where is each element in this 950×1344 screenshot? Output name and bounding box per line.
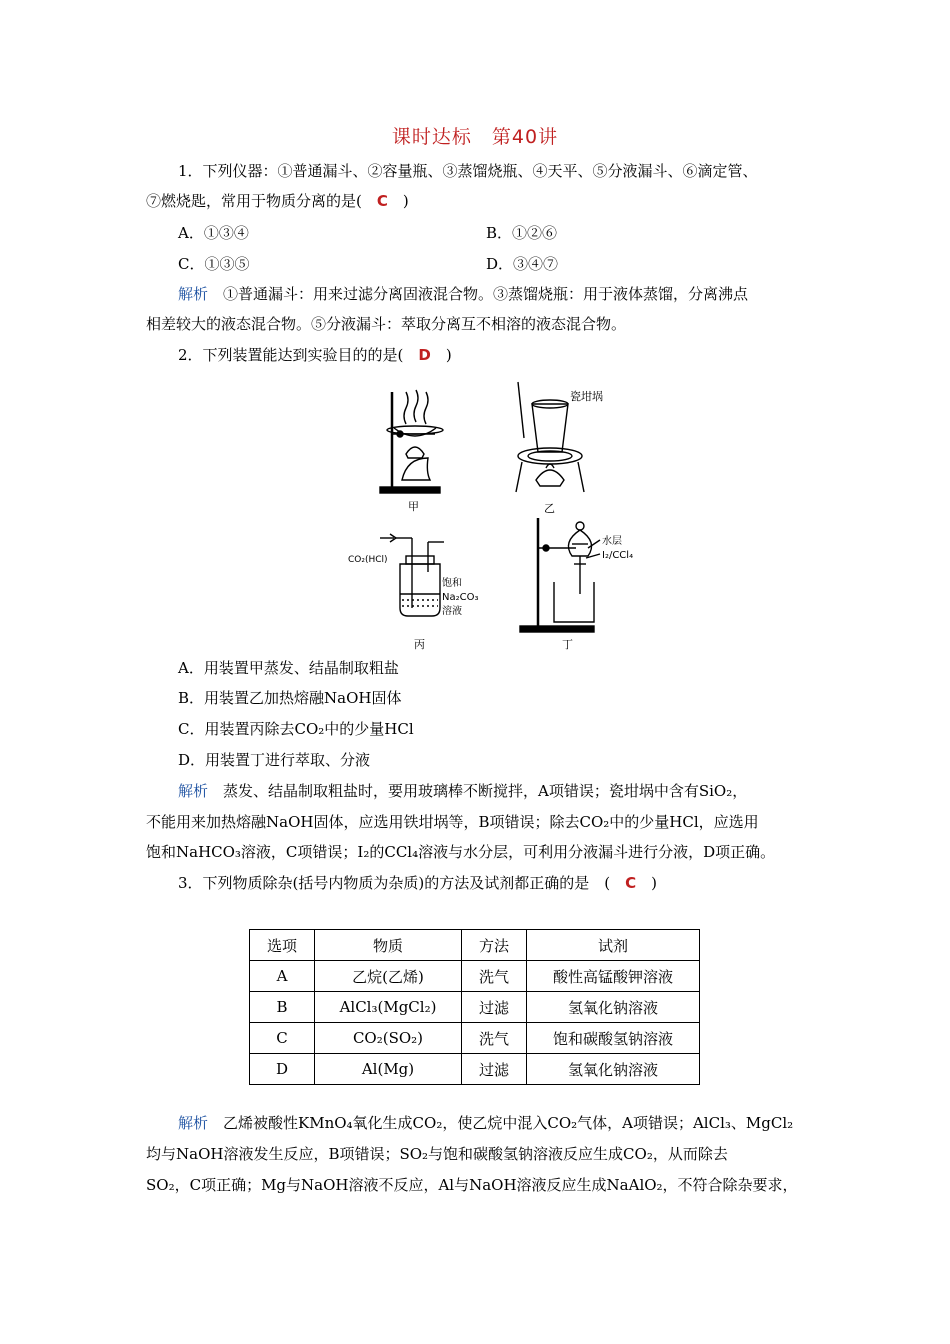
q1-option-c: C．①③⑤ [178, 255, 250, 273]
table-cell: C [250, 1023, 315, 1054]
table-cell: 酸性高锰酸钾溶液 [527, 961, 700, 992]
table-cell: B [250, 992, 315, 1023]
label-crucible: 瓷坩埚 [570, 390, 603, 403]
q1-analysis-line2: 相差较大的液态混合物。⑤分液漏斗：萃取分离互不相溶的液态混合物。 [146, 315, 627, 333]
q1-answer: C [376, 192, 388, 210]
q2-option-b: B．用装置乙加热熔融NaOH固体 [178, 689, 402, 707]
q2-option-d: D．用装置丁进行萃取、分液 [178, 751, 371, 769]
q1-stem-line2 [146, 190, 409, 212]
q3-analysis-line2: 均与NaOH溶液发生反应，B项错误；SO₂与饱和碳酸氢钠溶液反应生成CO₂，从而除去 [146, 1145, 728, 1163]
table-cell: 过滤 [462, 992, 527, 1023]
label-na2co3: Na₂CO₃ [442, 592, 479, 603]
table-cell: D [250, 1054, 315, 1085]
table-cell: 洗气 [462, 1023, 527, 1054]
q2-analysis-line1 [178, 780, 747, 802]
table-row [250, 1054, 700, 1085]
table-row [250, 961, 700, 992]
table-cell: CO₂(SO₂) [315, 1023, 462, 1054]
table-header: 物质 [315, 930, 462, 961]
table-cell: Al(Mg) [315, 1054, 462, 1085]
q2-analysis-line3: 饱和NaHCO₃溶液，C项错误；I₂的CCl₄溶液与水分层，可利用分液漏斗进行分液，D项正确。 [146, 843, 776, 861]
label-water-layer: 水层 [602, 536, 622, 547]
q2-analysis-line2: 不能用来加热熔融NaOH固体，应选用铁坩埚等，B项错误；除去CO₂中的少量HCl，应选用 [146, 813, 759, 831]
q2-analysis-text: 蒸发、结晶制取粗盐时，要用玻璃棒不断搅拌，A项错误；瓷坩埚中含有SiO₂， [208, 782, 748, 800]
label-yi: 乙 [544, 502, 555, 515]
analysis-label: 解析 [178, 782, 209, 800]
q2-stem-close: ) [430, 346, 452, 364]
apparatus-jia [380, 390, 443, 493]
table-header: 选项 [250, 930, 315, 961]
q2-option-a: A．用装置甲蒸发、结晶制取粗盐 [178, 659, 399, 677]
table-cell: 过滤 [462, 1054, 527, 1085]
apparatus-figure [340, 372, 640, 652]
q1-option-b: B．①②⑥ [486, 224, 558, 242]
label-ding: 丁 [562, 638, 573, 651]
q2-stem-text: 2．下列装置能达到实验目的的是( [178, 346, 419, 364]
table-cell: A [250, 961, 315, 992]
apparatus-ding [520, 518, 600, 632]
q1-analysis-line1 [178, 283, 748, 305]
label-i2-ccl4: I₂/CCl₄ [602, 550, 634, 561]
analysis-label: 解析 [178, 285, 209, 303]
q1-stem-text: ⑦燃烧匙，常用于物质分离的是( [146, 192, 377, 210]
q3-analysis-text: 乙烯被酸性KMnO₄氧化生成CO₂，使乙烷中混入CO₂气体，A项错误；AlCl₃、MgCl₂ [208, 1114, 794, 1132]
table-cell: 氢氧化钠溶液 [527, 992, 700, 1023]
q3-analysis-line1 [178, 1112, 793, 1134]
page-title: 课时达标 第40讲 [391, 126, 559, 148]
table-header: 试剂 [527, 930, 700, 961]
q1-stem-close: ) [387, 192, 409, 210]
apparatus-bing [380, 534, 444, 616]
q2-option-c: C．用装置丙除去CO₂中的少量HCl [178, 720, 414, 738]
q3-analysis-line3: SO₂，C项正确；Mg与NaOH溶液不反应，Al与NaOH溶液反应生成NaAlO₂，不符合除杂要求， [146, 1176, 798, 1194]
table-header-row [250, 930, 700, 961]
table-cell: 洗气 [462, 961, 527, 992]
q1-option-a: A．①③④ [178, 224, 249, 242]
table-cell: 氢氧化钠溶液 [527, 1054, 700, 1085]
q1-option-d: D．③④⑦ [486, 255, 559, 273]
q3-options-table [249, 929, 700, 1085]
q2-stem [178, 344, 452, 366]
analysis-label: 解析 [178, 1114, 209, 1132]
table-header: 方法 [462, 930, 527, 961]
table-row [250, 1023, 700, 1054]
q1-stem-line1: 1．下列仪器：①普通漏斗、②容量瓶、③蒸馏烧瓶、④天平、⑤分液漏斗、⑥滴定管、 [178, 162, 758, 180]
label-jia: 甲 [408, 500, 419, 513]
q1-analysis-text: ①普通漏斗：用来过滤分离固液混合物。③蒸馏烧瓶：用于液体蒸馏，分离沸点 [208, 285, 749, 303]
table-cell: AlCl₃(MgCl₂) [315, 992, 462, 1023]
label-bing: 丙 [414, 638, 425, 651]
table-cell: 饱和碳酸氢钠溶液 [527, 1023, 700, 1054]
table-row [250, 992, 700, 1023]
label-saturated: 饱和 [442, 578, 462, 589]
q3-stem [178, 872, 657, 894]
q3-stem-text: 3．下列物质除杂(括号内物质为杂质)的方法及试剂都正确的是 ( [178, 874, 626, 892]
label-solution: 溶液 [442, 606, 462, 617]
q2-answer: D [418, 346, 431, 364]
table-cell: 乙烷(乙烯) [315, 961, 462, 992]
q3-stem-close: ) [636, 874, 657, 892]
label-gas: CO₂(HCl) [348, 555, 388, 565]
q3-answer: C [625, 874, 637, 892]
